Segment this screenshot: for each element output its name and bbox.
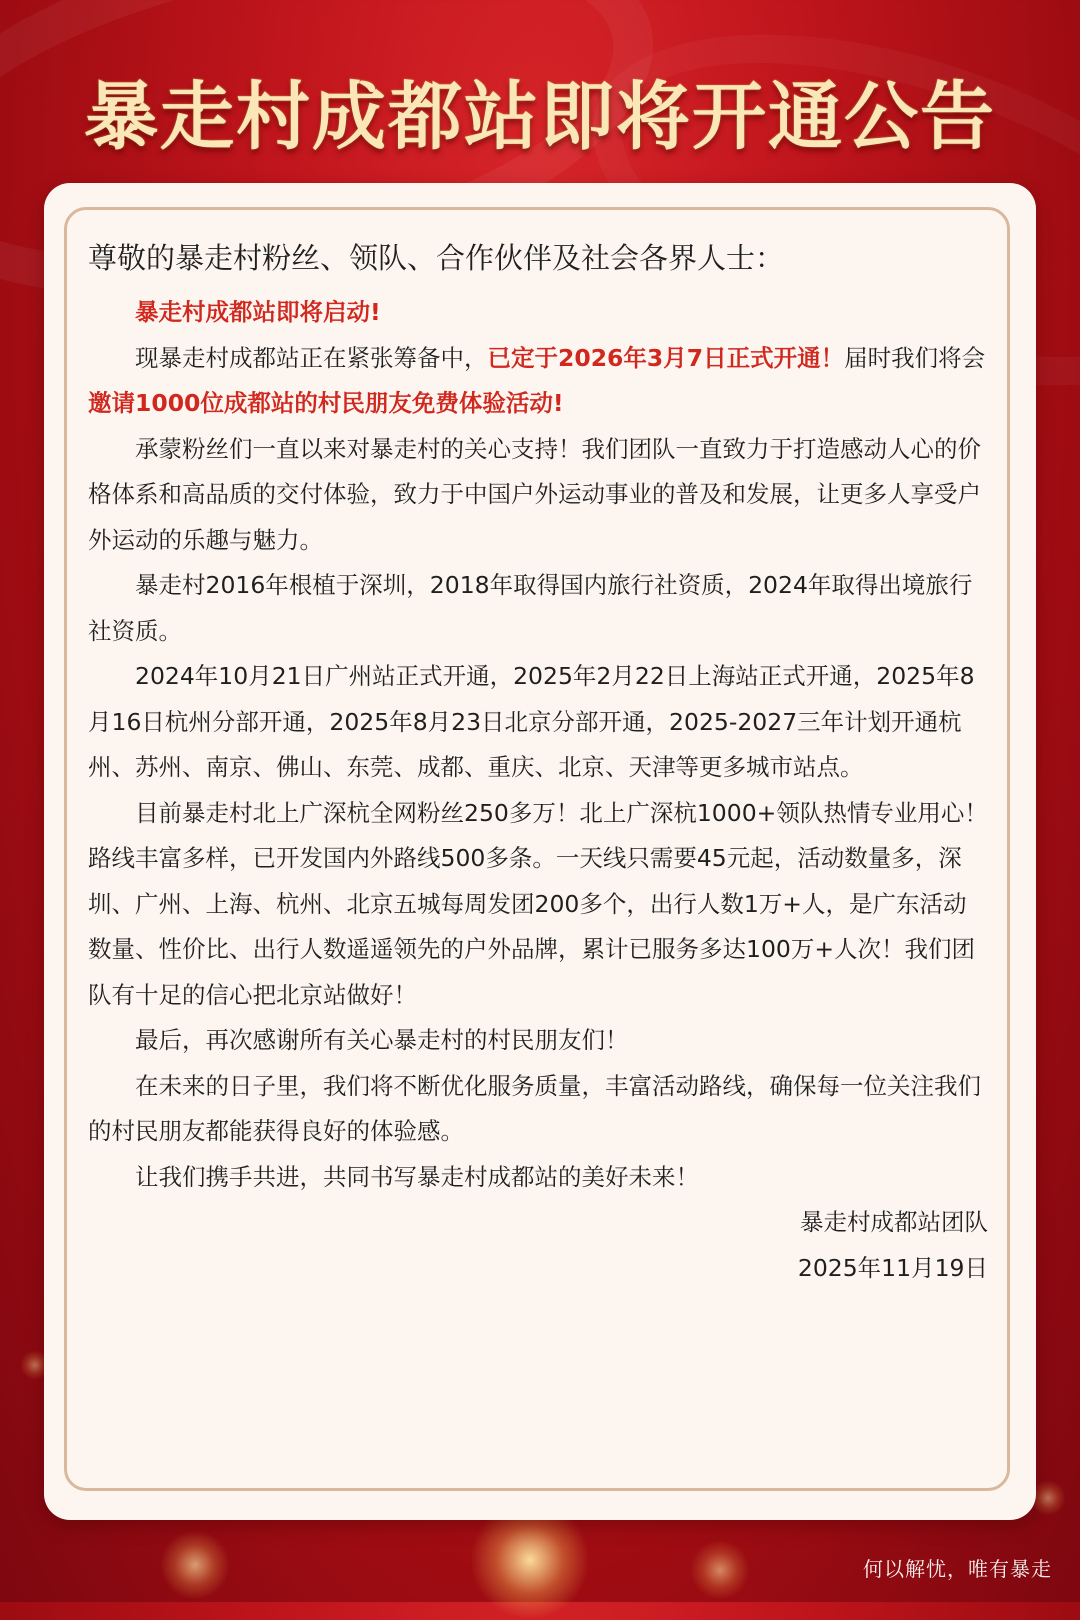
signature: 暴走村成都站团队 [800,1208,988,1236]
opening-text-cont: 届时我们将会 [844,343,986,372]
history-paragraph: 暴走村2016年根植于深圳，2018年取得国内旅行社资质，2024年取得出境旅行社资质。 [88,571,973,645]
stats-paragraph: 目前暴走村北上广深杭全网粉丝250多万！北上广深杭1000+领队热情专业用心！路线丰富多样，已开发国内外路线500多条。一天线只需要45元起，活动数量多，深圳、广州、上海、杭州、北京五城每周发团200多个，出行人数1万+人，是广东活动数量、性价比、出行人数遥遥领先的户外品牌，累计已服务多达100万+人次！我们团队有十足的信心把北京站做好！ [88,798,988,1009]
opening-date-highlight: 已定于2026年3月7日正式开通！ [487,343,845,372]
launch-headline: 暴走村成都站即将启动! [135,298,381,326]
greeting: 尊敬的暴走村粉丝、领队、合作伙伴及社会各界人士： [88,241,785,275]
mission-paragraph: 承蒙粉丝们一直以来对暴走村的关心支持！我们团队一直致力于打造感动人心的价格体系和高品质的交付体验，致力于中国户外运动事业的普及和发展，让更多人享受户外运动的乐趣与魅力。 [88,434,981,554]
thanks-paragraph: 最后，再次感谢所有关心暴走村的村民朋友们！ [135,1026,629,1054]
expansion-paragraph: 2024年10月21日广州站正式开通，2025年2月22日上海站正式开通，2025年8月16日杭州分部开通，2025年8月23日北京分部开通，2025-2027三年计划开通杭州、苏州、南京、佛山、东莞、成都、重庆、北京、天津等更多城市站点。 [88,662,975,781]
free-trial-highlight: 邀请1000位成都站的村民朋友免费体验活动! [88,389,564,417]
sparkle-decoration [690,1540,750,1600]
opening-text: 现暴走村成都站正在紧张筹备中， [135,343,488,372]
page-title: 暴走村成都站即将开通公告 [84,74,996,160]
opening-paragraph [88,336,988,427]
closing-paragraph: 让我们携手共进，共同书写暴走村成都站的美好未来！ [135,1162,699,1191]
future-paragraph: 在未来的日子里，我们将不断优化服务质量，丰富活动路线，确保每一位关注我们的村民朋友都能获得良好的体验感。 [88,1071,981,1145]
watermark: 何以解忧，唯有暴走 [863,1557,1052,1581]
announcement-body [88,238,988,1291]
date: 2025年11月19日 [797,1253,988,1282]
sparkle-decoration [160,1530,230,1600]
